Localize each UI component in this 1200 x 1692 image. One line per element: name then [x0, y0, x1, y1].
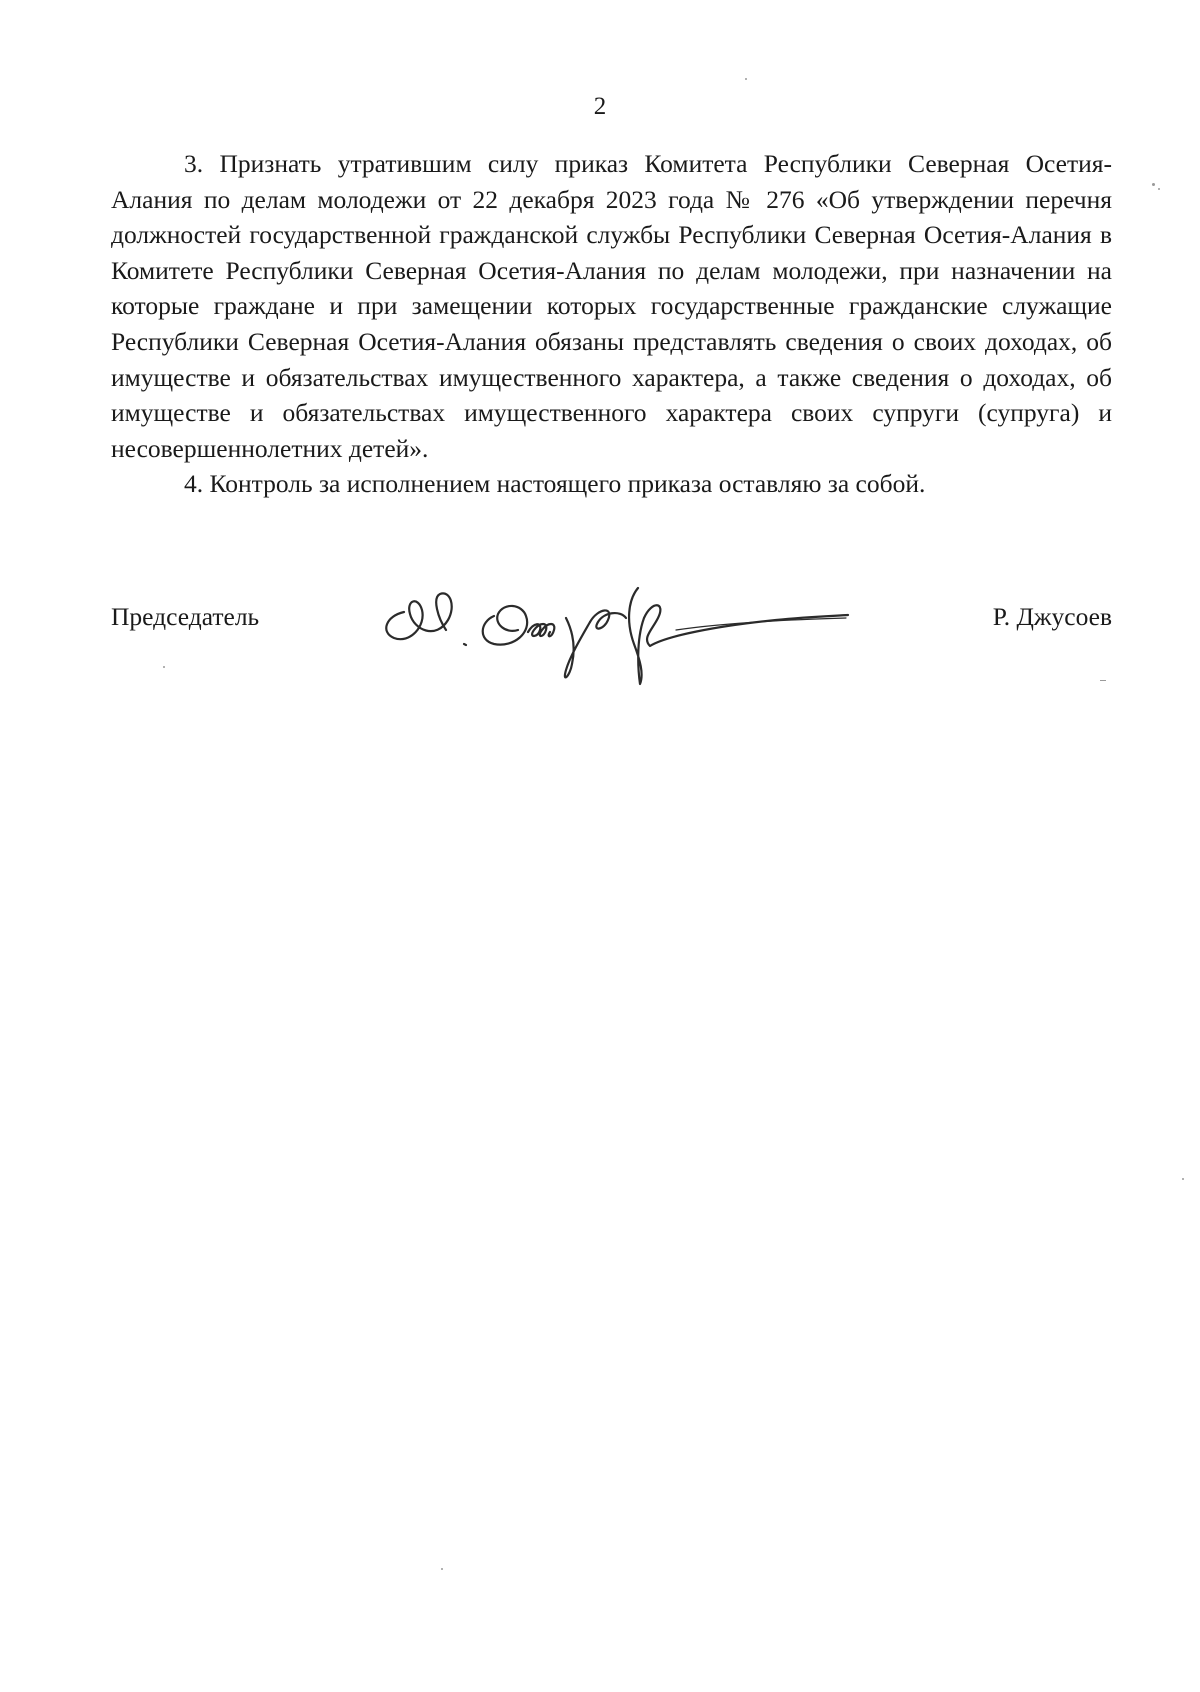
scan-speck [1158, 188, 1160, 190]
scan-speck [163, 666, 165, 668]
document-body [111, 146, 1112, 502]
signature-block [111, 590, 1112, 700]
handwritten-signature-icon [376, 560, 856, 700]
page-number: 2 [593, 93, 607, 120]
scan-speck [1182, 1178, 1184, 1180]
signatory-title: Председатель [111, 602, 260, 631]
paragraph-4: 4. Контроль за исполнением настоящего приказа оставляю за собой. [184, 469, 926, 499]
signatory-name: Р. Джусоев [992, 602, 1112, 631]
paragraph-3: 3. Признать утратившим силу приказ Комитета Республики Северная Осетия-Алания по делам молодежи от 22 декабря 2023 года № 276 «Об утверждении перечня должностей государственной гражданской службы Республики Северная Осетия-Алания в Комитете Республики Северная Осетия-Алания по делам молодежи, при назначении на которые граждане и при замещении которых государственные гражданские служащие Республики Северная Осетия-Алания обязаны представлять сведения о своих доходах, об имуществе и обязательствах имущественного характера, а также сведения о доходах, об имуществе и обязательствах имущественного характера своих супруги (супруга) и несовершеннолетних детей». [111, 149, 1112, 463]
scan-speck [1100, 680, 1106, 681]
scan-speck [1152, 183, 1155, 186]
scan-speck [441, 1568, 443, 1570]
scan-speck [745, 78, 747, 80]
